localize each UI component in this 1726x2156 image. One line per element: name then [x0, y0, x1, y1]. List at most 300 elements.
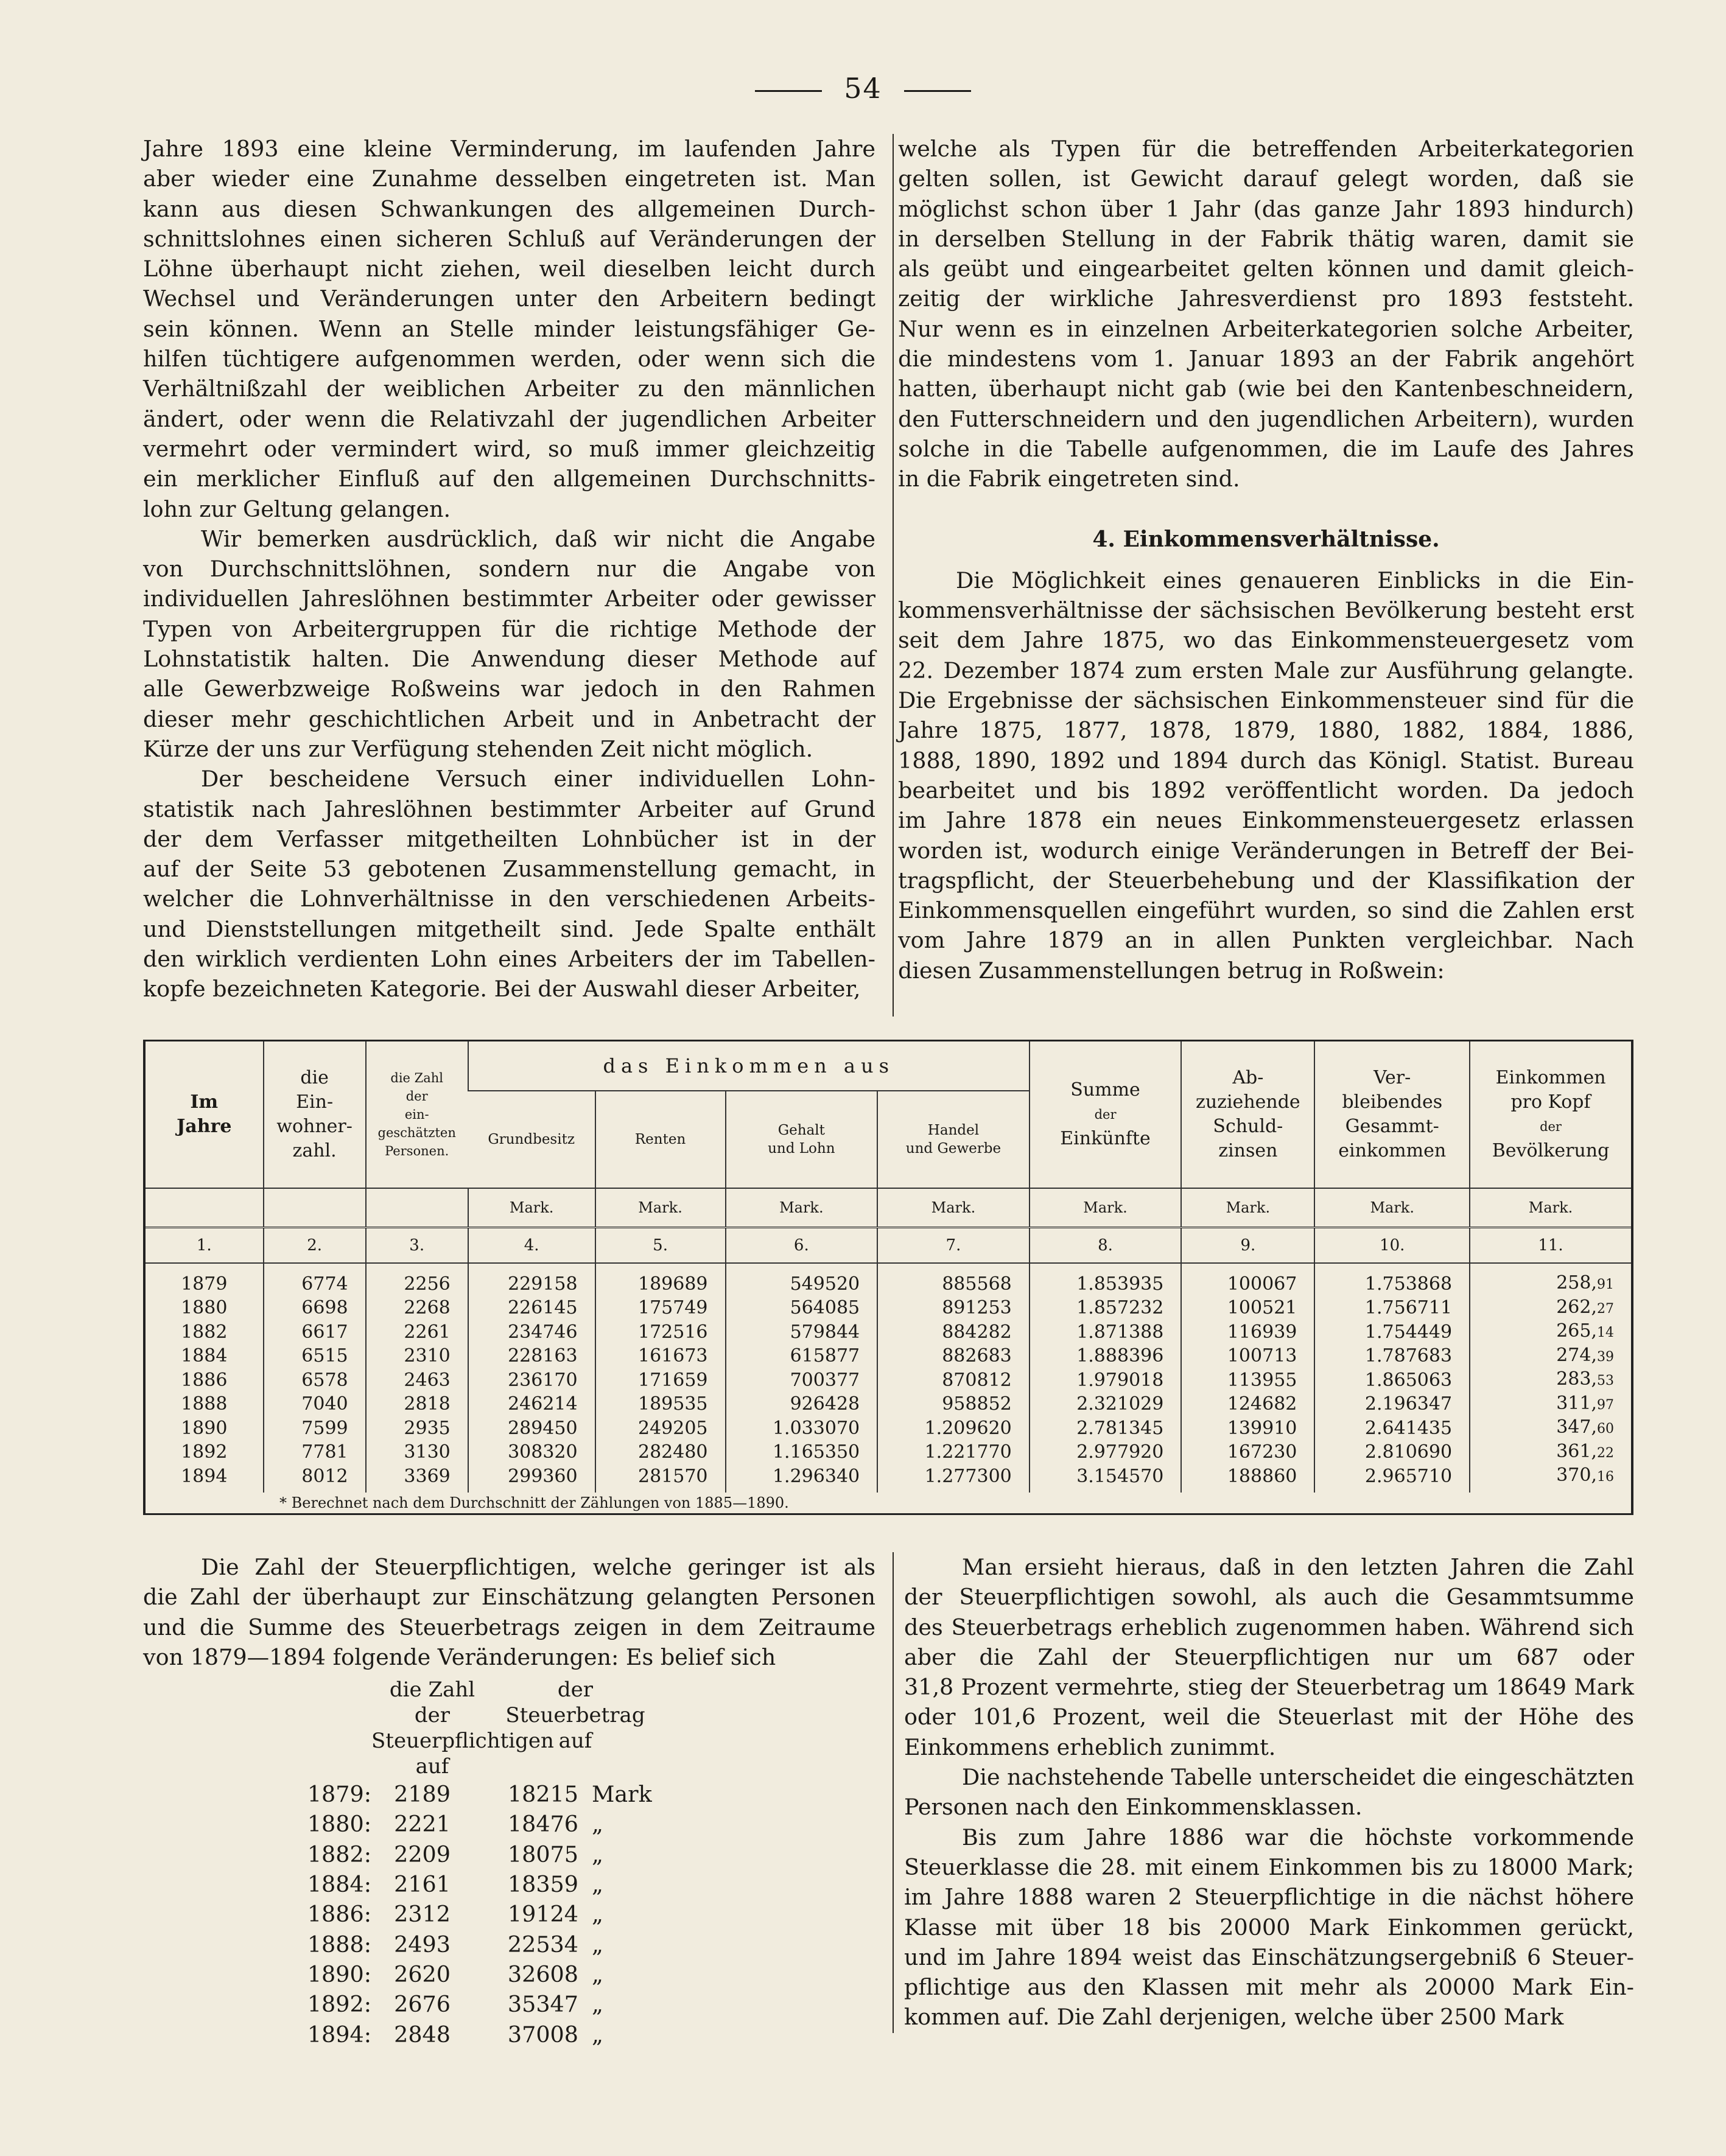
column-number: 3. — [366, 1228, 468, 1264]
per-capita-integer: 311, — [1556, 1392, 1597, 1414]
page-number-rule-left — [755, 90, 822, 92]
table-cell: 167230 — [1181, 1441, 1314, 1465]
per-capita-integer: 370, — [1556, 1465, 1597, 1486]
table-cell: 2256 — [366, 1263, 468, 1297]
list-cell: 2312 — [394, 1901, 451, 1928]
table-cell: 1888 — [181, 1393, 228, 1415]
table-cell: 2310 — [366, 1345, 468, 1369]
table-cell: 885568 — [877, 1263, 1030, 1297]
text-line: Bis zum Jahre 1886 war die höchste vorkommende — [962, 1824, 1634, 1850]
unit-cell: Mark. — [468, 1188, 595, 1228]
per-capita-integer: 347, — [1556, 1416, 1597, 1438]
table-cell: 870812 — [877, 1368, 1030, 1393]
list-cell: 18476 — [507, 1811, 578, 1838]
text-line: solche in die Tabelle aufgenommen, die im Laufe des Jahres — [898, 435, 1634, 462]
list-cell: „ — [592, 1871, 603, 1898]
text-line: Einkommens erheblich zunimmt. — [904, 1734, 1276, 1760]
text-line: und die Summe des Steuerbetrags zeigen in dem Zeitraume — [143, 1614, 875, 1640]
list-header-line: auf — [415, 1754, 449, 1779]
unit-cell — [264, 1188, 366, 1228]
table-cell: 172516 — [595, 1320, 726, 1345]
table-cell-per-capita — [1470, 1441, 1631, 1465]
header-line: zinsen — [1218, 1140, 1278, 1161]
table-cell: 2935 — [366, 1416, 468, 1441]
text-line: hatten, überhaupt nicht gab (wie bei den Kantenbeschneidern, — [898, 376, 1634, 402]
th-income-group: das Einkommen aus — [468, 1041, 1030, 1091]
per-capita-integer: 274, — [1556, 1344, 1597, 1366]
th-grundbesitz: Grundbesitz — [488, 1132, 575, 1147]
text-line: worden ist, wodurch einige Veränderungen in Betreff der Bei- — [898, 837, 1634, 864]
table-cell: 1.756711 — [1314, 1297, 1470, 1321]
table-cell: 3.154570 — [1030, 1465, 1182, 1493]
table-cell: 1.033070 — [726, 1416, 878, 1441]
text-line: ändert, oder wenn die Relativzahl der jugendlichen Arbeiter — [143, 405, 875, 432]
column-number: 11. — [1470, 1228, 1631, 1264]
column-number: 4. — [468, 1228, 595, 1264]
table-cell: 2.196347 — [1314, 1393, 1470, 1417]
table-cell: 289450 — [468, 1416, 595, 1441]
th-schuldzinsen — [1181, 1041, 1314, 1188]
section-heading: 4. Einkommensverhältnisse. — [1092, 526, 1440, 552]
per-capita-decimal: 14 — [1597, 1325, 1614, 1340]
right-bottom-paragraph — [904, 1552, 1634, 2032]
table-cell: 579844 — [726, 1320, 878, 1345]
text-line: statistik nach Jahreslöhnen bestimmter Arbeiter auf Grund — [143, 796, 875, 822]
table-cell: 236170 — [468, 1368, 595, 1393]
list-cell: 37008 — [507, 2021, 578, 2048]
table-cell: 1.871388 — [1030, 1320, 1182, 1345]
list-header-line: die Zahl der — [389, 1678, 475, 1728]
text-line: Löhne überhaupt nicht ziehen, weil dieselben leicht durch — [143, 256, 875, 282]
per-capita-integer: 258, — [1556, 1272, 1597, 1293]
table-cell: 884282 — [877, 1320, 1030, 1345]
header-line: und Lohn — [768, 1141, 835, 1157]
header-line: Schuld- — [1213, 1116, 1283, 1137]
text-line: im Jahre 1878 ein neues Einkommensteuergesetz erlassen — [898, 807, 1634, 834]
text-line: sein können. Wenn an Stelle minder leistungsfähiger Ge- — [143, 315, 875, 342]
per-capita-decimal: 27 — [1597, 1301, 1614, 1317]
list-cell: 19124 — [507, 1901, 578, 1928]
list-item — [143, 1809, 875, 1839]
table-row — [146, 1297, 1631, 1321]
list-item — [143, 1930, 875, 1959]
left-bottom-paragraph — [143, 1552, 875, 1672]
table-cell: 891253 — [877, 1297, 1030, 1321]
table-cell: 299360 — [468, 1465, 595, 1493]
text-line: Jahre 1893 eine kleine Verminderung, im laufenden Jahre — [143, 136, 875, 162]
header-line: Ver- — [1373, 1067, 1411, 1088]
header-line: zuziehende — [1196, 1091, 1300, 1113]
list-header-line: der — [557, 1678, 594, 1703]
text-line: auf der Seite 53 gebotenen Zusammenstellung gemacht, in — [143, 856, 875, 883]
table-cell-per-capita — [1470, 1416, 1631, 1441]
unit-cell: Mark. — [1314, 1188, 1470, 1228]
list-header-line: Steuerbetrag — [505, 1703, 645, 1728]
text-line: Personen nach den Einkommensklassen. — [904, 1794, 1363, 1821]
right-top-paragraph — [898, 134, 1634, 494]
unit-row — [146, 1188, 1631, 1228]
text-line: Lohnstatistik halten. Die Anwendung dieser Methode auf — [143, 646, 875, 673]
table-cell: 1892 — [181, 1441, 228, 1463]
table-cell: 1882 — [181, 1321, 228, 1343]
table-cell: 700377 — [726, 1368, 878, 1393]
table-cell: 100713 — [1181, 1345, 1314, 1369]
text-line: den Futterschneidern und den jugendlichen Arbeitern), wurden — [898, 405, 1634, 432]
table-cell: 161673 — [595, 1345, 726, 1369]
text-line: Klasse mit über 18 bis 20000 Mark Einkommen gerückt, — [904, 1914, 1634, 1941]
text-line: seit dem Jahre 1875, wo das Einkommensteuergesetz vom — [898, 627, 1634, 654]
list-cell: „ — [592, 2021, 603, 2048]
left-column-top — [143, 134, 875, 1004]
list-cell: 1879: — [307, 1781, 371, 1808]
table-cell-per-capita — [1470, 1465, 1631, 1493]
list-cell: 1890: — [307, 1961, 371, 1987]
list-cell: 18359 — [507, 1871, 578, 1898]
per-capita-decimal: 22 — [1597, 1445, 1614, 1461]
table-cell: 1880 — [181, 1297, 228, 1318]
header-line: Im — [190, 1091, 219, 1113]
table-cell: 1.296340 — [726, 1465, 878, 1493]
text-line: Jahre 1875, 1877, 1878, 1879, 1880, 1882, 1884, 1886, — [898, 717, 1634, 744]
text-line: Die Möglichkeit eines genaueren Einblicks in die Ein- — [956, 567, 1634, 593]
text-line: der Steuerpflichtigen sowohl, als auch die Gesammtsumme — [904, 1584, 1634, 1611]
text-line: Der bescheidene Versuch einer individuellen Lohn- — [201, 766, 875, 793]
text-line: Die nachstehende Tabelle unterscheidet die eingeschätzten — [962, 1764, 1635, 1791]
header-line: Personen. — [385, 1144, 449, 1158]
page-number-text: 54 — [844, 72, 882, 105]
table-cell: 2.781345 — [1030, 1416, 1182, 1441]
list-cell: 18075 — [507, 1841, 578, 1867]
text-line: die Zahl der überhaupt zur Einschätzung gelangten Personen — [143, 1584, 875, 1611]
header-line: geschätzten — [377, 1125, 456, 1140]
text-line: von Durchschnittslöhnen, sondern nur die Angabe von — [143, 556, 875, 583]
list-cell: 1894: — [307, 2021, 371, 2048]
list-cell: 18215 — [507, 1781, 578, 1808]
left-column-bottom — [143, 1552, 875, 2049]
list-item — [143, 1779, 875, 1809]
table-cell-per-capita — [1470, 1297, 1631, 1321]
column-number: 1. — [146, 1228, 264, 1264]
table-cell: 175749 — [595, 1297, 726, 1321]
text-line: Wechsel und Veränderungen unter den Arbeitern bedingt — [143, 285, 875, 312]
th-summe — [1030, 1041, 1182, 1188]
text-line: des Steuerbetrags erheblich zugenommen haben. Während sich — [904, 1614, 1634, 1640]
th-handel — [877, 1091, 1030, 1188]
right-column-top — [898, 134, 1634, 985]
table-cell: 100067 — [1181, 1263, 1314, 1297]
table-cell: 6774 — [264, 1263, 366, 1297]
th-assessed — [366, 1041, 468, 1188]
list-cell: 2848 — [394, 2021, 451, 2048]
header-line: Ab- — [1232, 1067, 1264, 1088]
column-number: 8. — [1030, 1228, 1182, 1264]
text-line: aber die Zahl der Steuerpflichtigen nur um 687 oder — [904, 1643, 1634, 1670]
table-cell: 226145 — [468, 1297, 595, 1321]
table-cell: 1894 — [181, 1465, 228, 1487]
table-cell: 1.787683 — [1314, 1345, 1470, 1369]
text-line: der dem Verfasser mitgetheilten Lohnbücher ist in der — [143, 825, 875, 852]
table-cell: 1.754449 — [1314, 1320, 1470, 1345]
header-line: ein- — [404, 1107, 429, 1122]
text-line: 1888, 1890, 1892 und 1894 durch das Königl. Statist. Bureau — [898, 747, 1634, 774]
list-cell: 2676 — [394, 1991, 451, 2018]
unit-cell: Mark. — [726, 1188, 878, 1228]
table-cell: 6515 — [264, 1345, 366, 1369]
right-mid-paragraph — [898, 565, 1634, 985]
table-cell: 234746 — [468, 1320, 595, 1345]
list-item — [143, 2020, 875, 2049]
per-capita-integer: 262, — [1556, 1296, 1597, 1318]
th-prokopf — [1470, 1041, 1631, 1188]
text-line: tragspflicht, der Steuerbehebung und der Klassifikation der — [898, 867, 1634, 894]
text-line: welcher die Lohnverhältnisse in den verschiedenen Arbeits- — [143, 886, 875, 912]
text-line: in die Fabrik eingetreten sind. — [898, 466, 1240, 492]
table-cell: 1.865063 — [1314, 1368, 1470, 1393]
list-cell: 2221 — [394, 1811, 451, 1838]
list-cell: „ — [592, 1991, 603, 2018]
table-cell: 249205 — [595, 1416, 726, 1441]
list-cell: 1882: — [307, 1841, 371, 1867]
table-cell-per-capita — [1470, 1320, 1631, 1345]
table-cell: 2.321029 — [1030, 1393, 1182, 1417]
text-line: dieser mehr geschichtlichen Arbeit und in Anbetracht der — [143, 705, 875, 732]
header-line: der — [1540, 1119, 1562, 1134]
header-line: zahl. — [292, 1140, 337, 1161]
th-verbleibend — [1314, 1041, 1470, 1188]
text-line: hilfen tüchtigere aufgenommen werden, oder wenn sich die — [143, 346, 875, 373]
list-item — [143, 1899, 875, 1929]
header-line: Gesammt- — [1345, 1116, 1439, 1137]
table-footnote: * Berechnet nach dem Durchschnitt der Zählungen von 1885—1890. — [279, 1494, 789, 1511]
list-cell: 1888: — [307, 1931, 371, 1958]
text-line: aber wieder eine Zunahme desselben eingetreten ist. Man — [143, 166, 875, 192]
column-number: 9. — [1181, 1228, 1314, 1264]
table-cell: 116939 — [1181, 1320, 1314, 1345]
list-item — [143, 1869, 875, 1899]
text-line: und im Jahre 1894 weist das Einschätzungsergebniß 6 Steuer- — [904, 1944, 1634, 1970]
table-cell: 7040 — [264, 1393, 366, 1417]
header-line: und Gewerbe — [905, 1141, 1002, 1157]
text-line: ein merklicher Einfluß auf den allgemeinen Durchschnitts- — [143, 466, 875, 492]
table-cell: 282480 — [595, 1441, 726, 1465]
table-cell-per-capita — [1470, 1393, 1631, 1417]
header-line: Bevölkerung — [1492, 1140, 1610, 1161]
table-cell: 2463 — [366, 1368, 468, 1393]
list-cell: 1884: — [307, 1871, 371, 1898]
list-header-line: auf — [558, 1729, 592, 1754]
text-line: im Jahre 1888 waren 2 Steuerpflichtige in die nächst höhere — [904, 1884, 1634, 1911]
text-line: welche als Typen für die betreffenden Arbeiterkategorien — [898, 136, 1634, 162]
unit-cell: Mark. — [595, 1188, 726, 1228]
text-line: bearbeitet und bis 1892 veröffentlicht worden. Da jedoch — [898, 777, 1634, 803]
table-cell: 246214 — [468, 1393, 595, 1417]
per-capita-decimal: 97 — [1597, 1397, 1614, 1413]
table-cell: 6578 — [264, 1368, 366, 1393]
header-line: Gehalt — [777, 1122, 825, 1138]
table-cell: 1890 — [181, 1417, 228, 1439]
text-line: als geübt und eingearbeitet gelten können und damit gleich- — [898, 256, 1634, 282]
list-item — [143, 1989, 875, 2019]
table-cell: 549520 — [726, 1263, 878, 1297]
column-number: 5. — [595, 1228, 726, 1264]
table-cell: 2268 — [366, 1297, 468, 1321]
table-cell: 171659 — [595, 1368, 726, 1393]
text-line: schnittslohnes einen sicheren Schluß auf Veränderungen der — [143, 225, 875, 252]
th-year — [146, 1041, 264, 1188]
text-line: Die Ergebnisse der sächsischen Einkommensteuer sind für die — [898, 687, 1634, 714]
unit-cell: Mark. — [1030, 1188, 1182, 1228]
per-capita-integer: 265, — [1556, 1320, 1597, 1342]
list-cell: 35347 — [507, 1991, 578, 2018]
column-divider-bottom — [893, 1552, 894, 2033]
table-cell: 188860 — [1181, 1465, 1314, 1493]
list-cell: 2189 — [394, 1781, 451, 1808]
table-cell: 958852 — [877, 1393, 1030, 1417]
table-cell: 8012 — [264, 1465, 366, 1493]
text-line: den wirklich verdienten Lohn eines Arbeiters der im Tabellen- — [143, 946, 875, 973]
table-cell: 1.979018 — [1030, 1368, 1182, 1393]
header-line: Ein- — [296, 1091, 334, 1113]
table-row — [146, 1465, 1631, 1493]
table-cell: 3130 — [366, 1441, 468, 1465]
table-row — [146, 1368, 1631, 1393]
table-cell: 308320 — [468, 1441, 595, 1465]
table-body — [146, 1263, 1631, 1493]
text-line: kommen auf. Die Zahl derjenigen, welche über 2500 Mark — [904, 2004, 1564, 2031]
text-line: lohn zur Geltung gelangen. — [143, 495, 451, 522]
per-capita-integer: 283, — [1556, 1368, 1597, 1390]
per-capita-decimal: 60 — [1597, 1421, 1614, 1437]
list-header-line: Steuerpflichtigen — [371, 1729, 554, 1754]
text-line: Kürze der uns zur Verfügung stehenden Zeit nicht möglich. — [143, 735, 813, 762]
column-number: 7. — [877, 1228, 1030, 1264]
table-cell: 1.888396 — [1030, 1345, 1182, 1369]
table-cell: 124682 — [1181, 1393, 1314, 1417]
per-capita-decimal: 91 — [1597, 1277, 1614, 1292]
text-line: alle Gewerbzweige Roßweins war jedoch in den Rahmen — [143, 676, 875, 702]
list-cell: 22534 — [507, 1931, 578, 1958]
table-row — [146, 1441, 1631, 1465]
column-number: 6. — [726, 1228, 878, 1264]
table-cell: 1.857232 — [1030, 1297, 1182, 1321]
text-line: vermehrt oder vermindert wird, so muß immer gleichzeitig — [143, 435, 875, 462]
text-line: 22. Dezember 1874 zum ersten Male zur Ausführung gelangte. — [898, 657, 1634, 684]
table-cell: 113955 — [1181, 1368, 1314, 1393]
list-cell: „ — [592, 1841, 603, 1867]
text-line: Einkommensquellen eingeführt wurden, so sind die Zahlen erst — [898, 897, 1634, 924]
table-cell: 139910 — [1181, 1416, 1314, 1441]
unit-cell: Mark. — [877, 1188, 1030, 1228]
table-cell: 2.641435 — [1314, 1416, 1470, 1441]
th-renten: Renten — [595, 1091, 726, 1188]
text-line: und Dienststellungen mitgetheilt sind. Jede Spalte enthält — [143, 915, 875, 942]
table-cell: 2818 — [366, 1393, 468, 1417]
header-line: Handel — [927, 1122, 980, 1138]
header-line: Einkünfte — [1060, 1128, 1151, 1149]
text-line: pflichtige aus den Klassen mit mehr als 20000 Mark Ein- — [904, 1974, 1634, 2001]
table-cell: 189535 — [595, 1393, 726, 1417]
text-line: zeitig der wirkliche Jahresverdienst pro 1893 feststeht. — [898, 285, 1634, 312]
list-cell: Mark — [592, 1781, 652, 1808]
list-cell: 1886: — [307, 1901, 371, 1928]
table-cell: 1884 — [181, 1345, 228, 1367]
per-capita-integer: 361, — [1556, 1440, 1597, 1462]
per-capita-decimal: 16 — [1597, 1469, 1614, 1485]
text-line: kommensverhältnisse der sächsischen Bevölkerung besteht erst — [898, 597, 1634, 624]
column-number: 2. — [264, 1228, 366, 1264]
table-row — [146, 1320, 1631, 1345]
table-cell: 1.753868 — [1314, 1263, 1470, 1297]
table-cell: 1.277300 — [877, 1465, 1030, 1493]
table-cell: 2.977920 — [1030, 1441, 1182, 1465]
column-number-row — [146, 1228, 1631, 1264]
table-cell-per-capita — [1470, 1345, 1631, 1369]
table-cell: 926428 — [726, 1393, 878, 1417]
text-line: Nur wenn es in einzelnen Arbeiterkategorien solche Arbeiter, — [898, 315, 1634, 342]
table-cell: 615877 — [726, 1345, 878, 1369]
table-row — [146, 1416, 1631, 1441]
header-line: wohner- — [276, 1116, 353, 1137]
th-inhabitants — [264, 1041, 366, 1188]
list-item — [143, 1959, 875, 1989]
header-line: bleibendes — [1342, 1091, 1443, 1113]
table-cell-per-capita — [1470, 1368, 1631, 1393]
header-line: einkommen — [1338, 1140, 1447, 1161]
text-line: Verhältnißzahl der weiblichen Arbeiter zu den männlichen — [143, 376, 875, 402]
table-cell: 7781 — [264, 1441, 366, 1465]
table-cell: 1.209620 — [877, 1416, 1030, 1441]
text-line: oder 101,6 Prozent, weil die Steuerlast mit der Höhe des — [904, 1704, 1634, 1731]
table-cell: 564085 — [726, 1297, 878, 1321]
header-line: pro Kopf — [1510, 1091, 1591, 1113]
text-line: in derselben Stellung in der Fabrik thätig waren, damit sie — [898, 225, 1634, 252]
header-line: der — [1094, 1107, 1117, 1122]
list-cell: 1880: — [307, 1811, 371, 1838]
list-cell: 2209 — [394, 1841, 451, 1867]
right-column-bottom — [904, 1552, 1634, 2032]
header-line: Jahre — [177, 1116, 232, 1137]
table-cell: 189689 — [595, 1263, 726, 1297]
header-line: Summe — [1070, 1079, 1140, 1101]
table-cell: 2.810690 — [1314, 1441, 1470, 1465]
text-line: kann aus diesen Schwankungen des allgemeinen Durch- — [143, 195, 875, 222]
tax-year-list-header — [143, 1677, 875, 1779]
page-number-rule-right — [904, 90, 971, 92]
text-line: Man ersieht hieraus, daß in den letzten Jahren die Zahl — [962, 1554, 1634, 1580]
text-line: diesen Zusammenstellungen betrug in Roßwein: — [898, 957, 1445, 984]
tax-year-list — [143, 1677, 875, 2049]
header-line: die Zahl — [390, 1071, 444, 1085]
text-line: möglichst schon über 1 Jahr (das ganze Jahr 1893 hindurch) — [898, 195, 1634, 222]
text-line: Die Zahl der Steuerpflichtigen, welche geringer ist als — [201, 1554, 875, 1580]
table-cell-per-capita — [1470, 1263, 1631, 1297]
table-cell: 1879 — [181, 1273, 228, 1295]
column-divider-top — [893, 134, 894, 1017]
text-line: vom Jahre 1879 an in allen Punkten vergleichbar. Nach — [898, 927, 1634, 954]
table-cell: 1.165350 — [726, 1441, 878, 1465]
income-table — [143, 1040, 1633, 1515]
list-cell: 2161 — [394, 1871, 451, 1898]
table-cell: 3369 — [366, 1465, 468, 1493]
list-cell: „ — [592, 1811, 603, 1838]
table-cell: 2261 — [366, 1320, 468, 1345]
list-item — [143, 1839, 875, 1869]
table-row — [146, 1263, 1631, 1297]
table-cell: 6617 — [264, 1320, 366, 1345]
header-line: der — [405, 1089, 428, 1104]
header-line: die — [300, 1067, 329, 1088]
page-number — [0, 72, 1726, 105]
